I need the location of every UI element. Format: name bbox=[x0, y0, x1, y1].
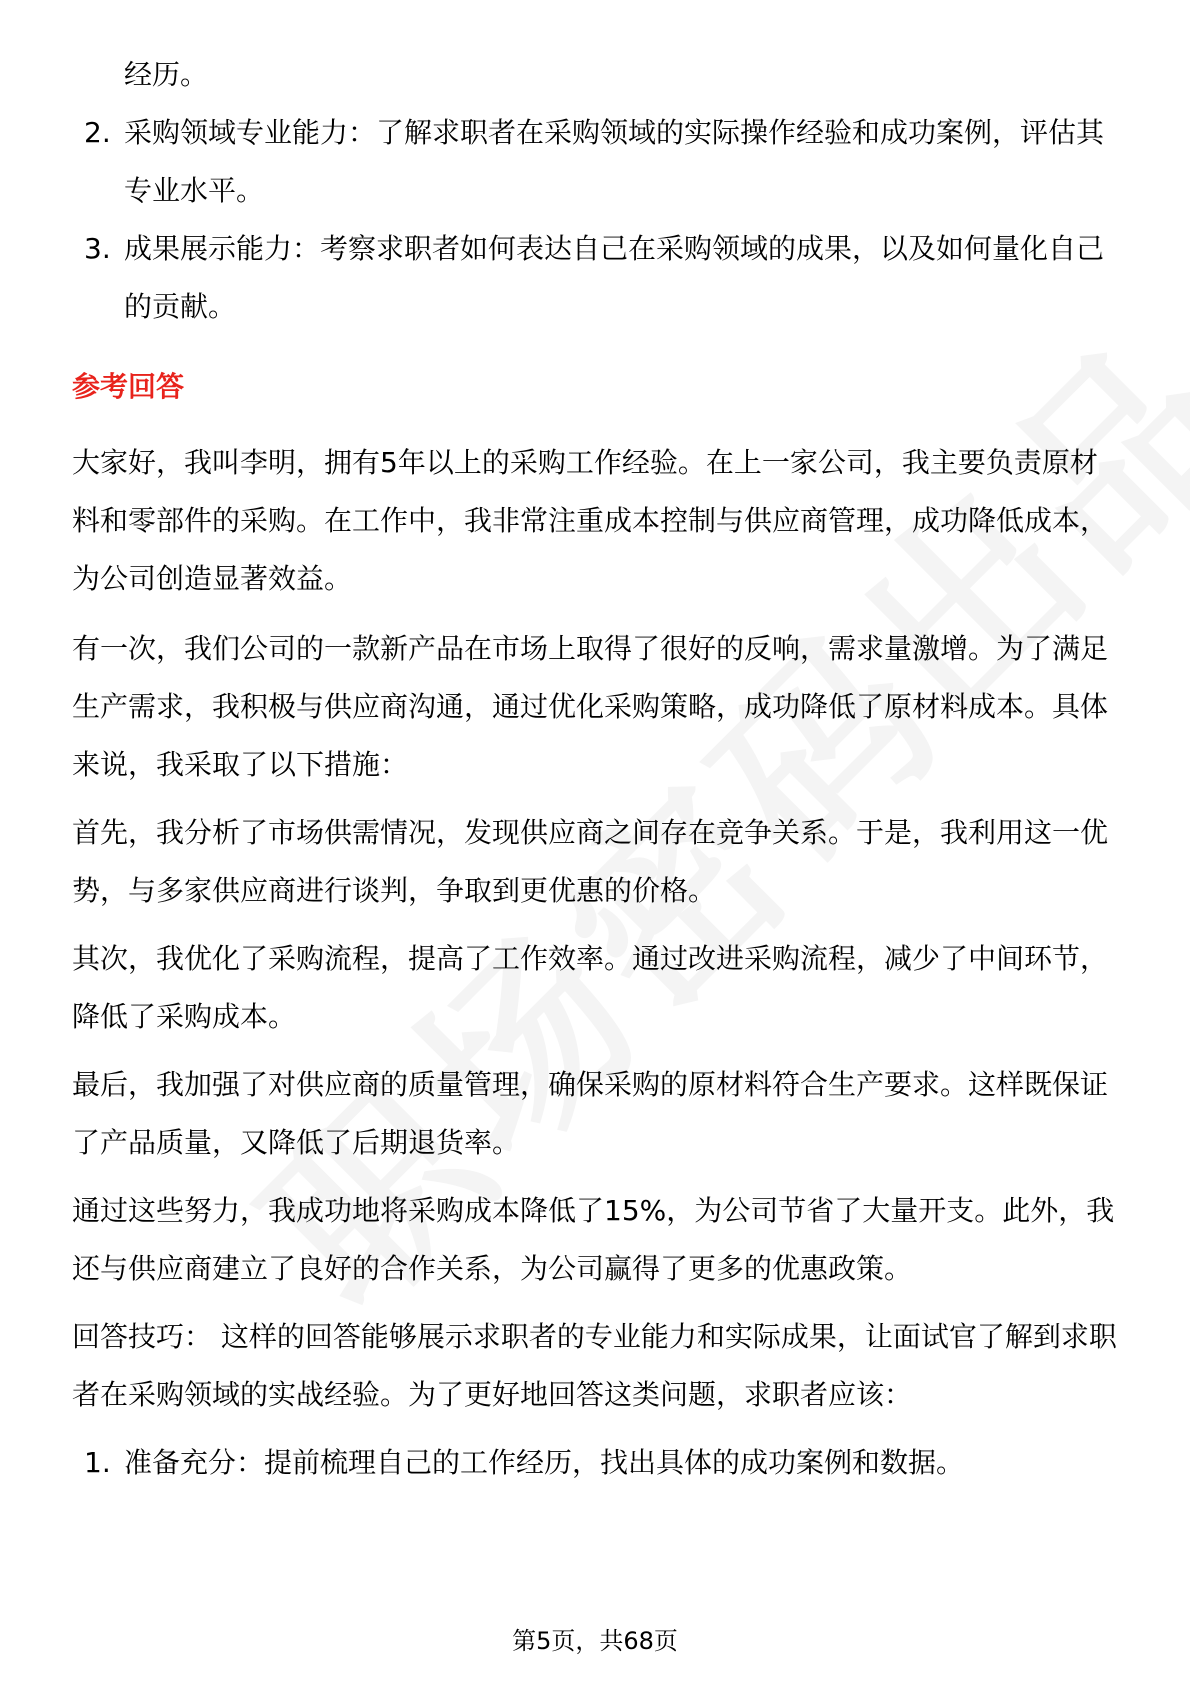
paragraph: 大家好，我叫李明，拥有5年以上的采购工作经验。在上一家公司，我主要负责原材料和零部件的采购。在工作中，我非常注重成本控制与供应商管理，成功降低成本，为公司创造显著效益。 bbox=[72, 446, 1109, 595]
paragraph: 其次，我优化了采购流程，提高了工作效率。通过改进采购流程，减少了中间环节，降低了采购成本。 bbox=[72, 942, 1109, 1033]
list-item bbox=[84, 104, 1114, 220]
section-heading: 参考回答 bbox=[72, 370, 185, 403]
paragraph: 首先，我分析了市场供需情况，发现供应商之间存在竞争关系。于是，我利用这一优势，与多家供应商进行谈判，争取到更优惠的价格。 bbox=[72, 816, 1109, 907]
list-item-text: 准备充分：提前梳理自己的工作经历，找出具体的成功案例和数据。 bbox=[124, 1446, 965, 1479]
paragraph: 通过这些努力，我成功地将采购成本降低了15%，为公司节省了大量开支。此外，我还与供应商建立了良好的合作关系，为公司赢得了更多的优惠政策。 bbox=[72, 1194, 1115, 1285]
list-number: 1. bbox=[84, 1446, 111, 1479]
list-item bbox=[84, 220, 1114, 336]
list-number: 3. bbox=[84, 232, 111, 265]
paragraph: 有一次，我们公司的一款新产品在市场上取得了很好的反响，需求量激增。为了满足生产需求，我积极与供应商沟通，通过优化采购策略，成功降低了原材料成本。具体来说，我采取了以下措施： bbox=[72, 632, 1109, 781]
paragraph: 最后，我加强了对供应商的质量管理，确保采购的原材料符合生产要求。这样既保证了产品质量，又降低了后期退货率。 bbox=[72, 1068, 1109, 1159]
list-item-text: 采购领域专业能力：了解求职者在采购领域的实际操作经验和成功案例，评估其专业水平。 bbox=[124, 116, 1105, 207]
list-item-continuation bbox=[84, 46, 1114, 104]
list-item bbox=[84, 1434, 1114, 1492]
list-item-text: 经历。 bbox=[124, 58, 209, 91]
page-footer: 第5页，共68页 bbox=[512, 1627, 678, 1655]
paragraph: 回答技巧： 这样的回答能够展示求职者的专业能力和实际成果，让面试官了解到求职者在采购领域的实战经验。为了更好地回答这类问题，求职者应该： bbox=[72, 1320, 1117, 1411]
list-item-text: 成果展示能力：考察求职者如何表达自己在采购领域的成果，以及如何量化自己的贡献。 bbox=[124, 232, 1105, 323]
list-number: 2. bbox=[84, 116, 111, 149]
